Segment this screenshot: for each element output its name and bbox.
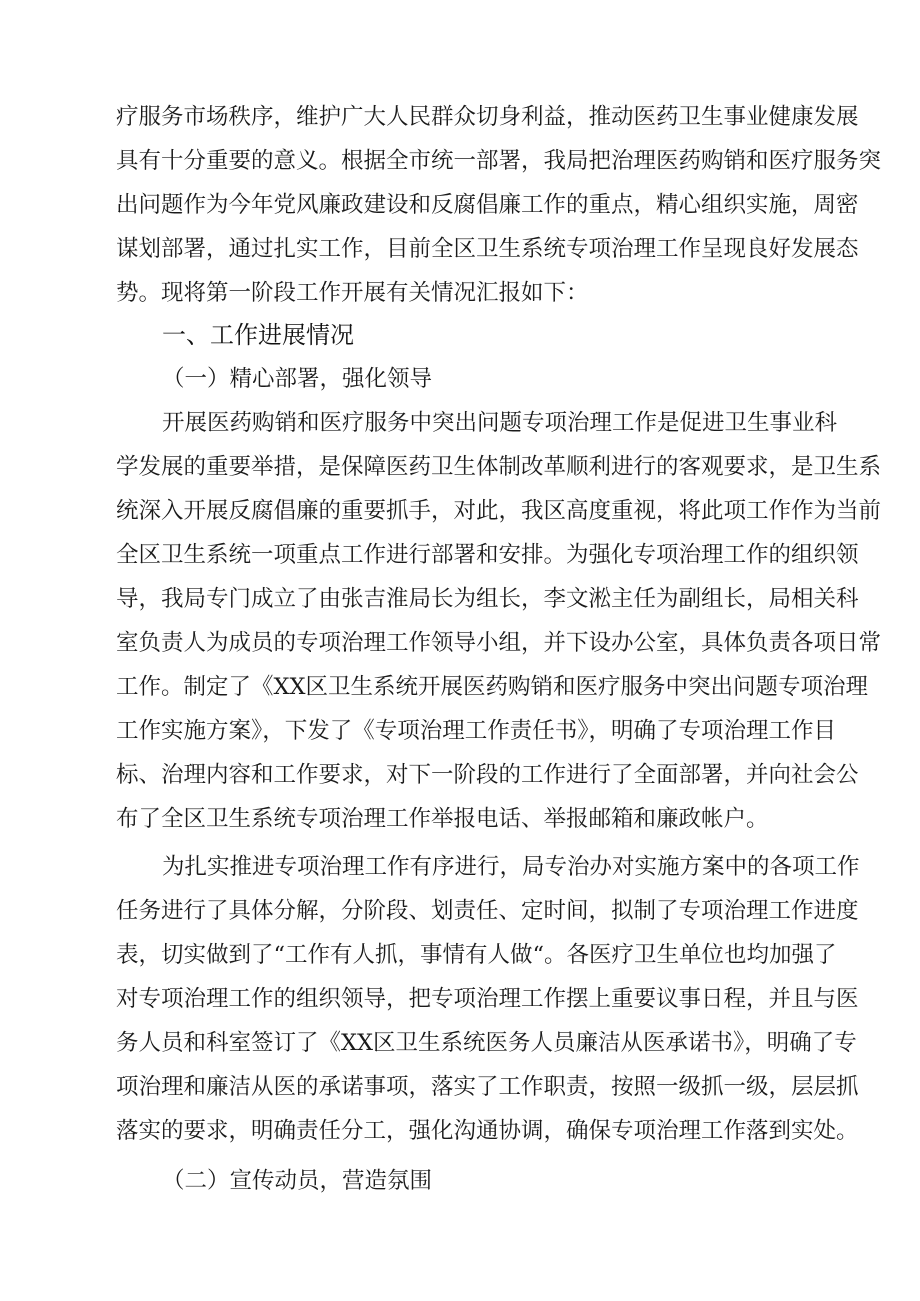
paragraph-line: 落实的要求，明确责任分工，强化沟通协调，确保专项治理工作落到实处。 xyxy=(116,1118,859,1144)
paragraph-line: 室负责人为成员的专项治理工作领导小组，并下设办公室，具体负责各项日常 xyxy=(116,630,882,656)
paragraph-line: 具有十分重要的意义。根据全市统一部署，我局把治理医药购销和医疗服务突 xyxy=(116,148,882,174)
paragraph-line: 工作。制定了《XX区卫生系统开展医药购销和医疗服务中突出问题专项治理 xyxy=(116,674,869,700)
paragraph-line: 势。现将第一阶段工作开展有关情况汇报如下： xyxy=(116,280,589,306)
paragraph-line: 项治理和廉洁从医的承诺事项，落实了工作职责，按照一级抓一级，层层抓 xyxy=(116,1074,859,1100)
paragraph-line: 学发展的重要举措，是保障医药卫生体制改革顺利进行的客观要求，是卫生系 xyxy=(116,454,882,480)
paragraph-line: 工作实施方案》，下发了《专项治理工作责任书》，明确了专项治理工作目 xyxy=(116,718,837,744)
paragraph-line: 对专项治理工作的组织领导，把专项治理工作摆上重要议事日程，并且与医 xyxy=(116,986,859,1012)
paragraph-line: 导，我局专门成立了由张吉淮局长为组长，李文淞主任为副组长，局相关科 xyxy=(116,586,859,612)
paragraph-line: 出问题作为今年党风廉政建设和反腐倡廉工作的重点，精心组织实施，周密 xyxy=(116,192,859,218)
paragraph-line: 标、治理内容和工作要求，对下一阶段的工作进行了全面部署，并向社会公 xyxy=(116,762,859,788)
paragraph-line: 统深入开展反腐倡廉的重要抓手，对此，我区高度重视，将此项工作作为当前 xyxy=(116,498,882,524)
paragraph-line: 任务进行了具体分解，分阶段、划责任、定时间，拟制了专项治理工作进度 xyxy=(116,898,859,924)
subsection-heading: （二）宣传动员，营造氛围 xyxy=(162,1168,433,1194)
paragraph-line: 务人员和科室签订了《XX区卫生系统医务人员廉洁从医承诺书》，明确了专 xyxy=(116,1030,857,1056)
paragraph-line: 为扎实推进专项治理工作有序进行，局专治办对实施方案中的各项工作 xyxy=(162,854,860,880)
paragraph-line: 疗服务市场秩序，维护广大人民群众切身利益，推动医药卫生事业健康发展 xyxy=(116,104,859,130)
paragraph-line: 布了全区卫生系统专项治理工作举报电话、举报邮箱和廉政帐户。 xyxy=(116,806,769,832)
paragraph-line: 谋划部署，通过扎实工作，目前全区卫生系统专项治理工作呈现良好发展态 xyxy=(116,236,859,262)
paragraph-line: 开展医药购销和医疗服务中突出问题专项治理工作是促进卫生事业科 xyxy=(162,410,838,436)
paragraph-line: 全区卫生系统一项重点工作进行部署和安排。为强化专项治理工作的组织领 xyxy=(116,542,859,568)
subsection-heading: （一）精心部署，强化领导 xyxy=(162,366,433,392)
section-heading: 一、工作进展情况 xyxy=(162,321,354,349)
paragraph-line: 表，切实做到了“工作有人抓，事情有人做“。各医疗卫生单位也均加强了 xyxy=(116,942,837,968)
